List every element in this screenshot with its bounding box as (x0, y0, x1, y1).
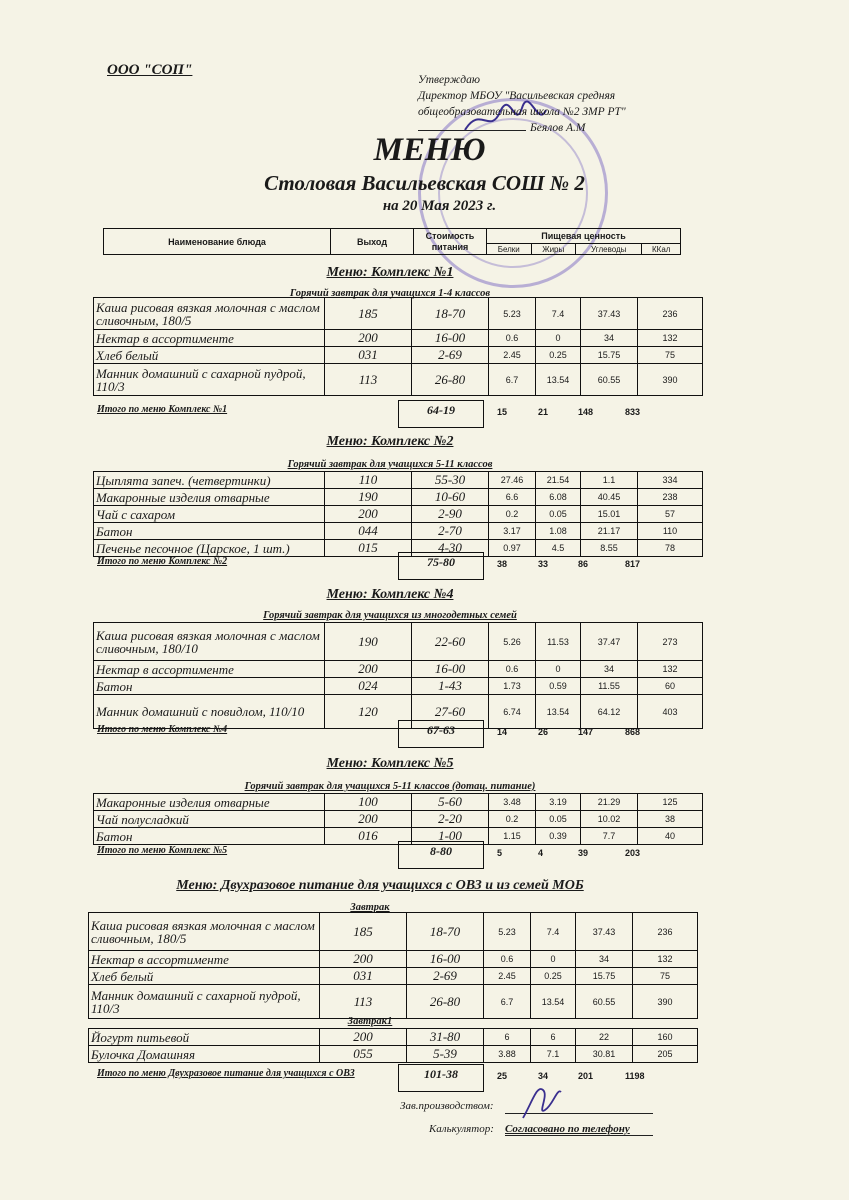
total-zh: 4 (538, 848, 544, 858)
cell-out: 190 (325, 623, 412, 661)
cell-u: 15.75 (581, 347, 638, 364)
footer-calculator: Калькулятор: (429, 1123, 494, 1135)
cell-price: 18-70 (407, 913, 484, 951)
section-subtitle: Горячий завтрак для учащихся из многодетных семей (263, 610, 517, 621)
total-price: 75-80 (398, 552, 484, 580)
cell-price: 10-60 (412, 489, 489, 506)
menu-table (93, 622, 703, 729)
organization-name: ООО "СОП" (107, 62, 193, 78)
footer-production: Зав.производством: (400, 1100, 494, 1112)
cell-price: 5-60 (412, 794, 489, 811)
cell-k: 236 (633, 913, 698, 951)
cell-u: 15.01 (581, 506, 638, 523)
cell-u: 64.12 (581, 695, 638, 729)
menu-table (93, 471, 703, 557)
cell-u: 1.1 (581, 472, 638, 489)
cell-k: 60 (638, 678, 703, 695)
cell-price: 22-60 (412, 623, 489, 661)
cell-out: 055 (320, 1046, 407, 1063)
cell-k: 390 (638, 364, 703, 396)
menu-table (93, 297, 703, 396)
cell-k: 273 (638, 623, 703, 661)
header-cost: Стоимость питания (414, 229, 487, 255)
approval-line-3: общеобразовательная школа №2 ЗМР РТ" (418, 106, 626, 118)
cell-u: 40.45 (581, 489, 638, 506)
cell-k: 160 (633, 1029, 698, 1046)
cell-u: 11.55 (581, 678, 638, 695)
cell-zh: 1.08 (536, 523, 581, 540)
cell-price: 5-39 (407, 1046, 484, 1063)
total-b: 38 (497, 559, 508, 569)
cell-b: 2.45 (484, 968, 531, 985)
cell-zh: 0.25 (531, 968, 576, 985)
total-zh: 34 (538, 1071, 549, 1081)
cell-price: 1-43 (412, 678, 489, 695)
cell-zh: 0 (531, 951, 576, 968)
cell-name: Каша рисовая вязкая молочная с маслом сливочным, 180/10 (94, 623, 325, 661)
total-price: 101-38 (398, 1064, 484, 1092)
table-row (89, 1029, 698, 1046)
cell-u: 37.47 (581, 623, 638, 661)
cell-u: 37.43 (581, 298, 638, 330)
cell-name: Макаронные изделия отварные (94, 794, 325, 811)
total-label: Итого по меню Комплекс №1 (97, 404, 228, 415)
cell-k: 110 (638, 523, 703, 540)
cell-name: Булочка Домашняя (89, 1046, 320, 1063)
table-row (94, 298, 703, 330)
cell-out: 200 (320, 1029, 407, 1046)
cell-b: 1.15 (489, 828, 536, 845)
signature-line (418, 120, 526, 131)
table-row (94, 330, 703, 347)
cell-k: 38 (638, 811, 703, 828)
cell-zh: 0 (536, 661, 581, 678)
cell-k: 40 (638, 828, 703, 845)
total-b: 15 (497, 407, 508, 417)
cell-out: 031 (320, 968, 407, 985)
cell-b: 0.6 (484, 951, 531, 968)
cell-price: 16-00 (412, 330, 489, 347)
cell-name: Нектар в ассортименте (89, 951, 320, 968)
cell-price: 2-70 (412, 523, 489, 540)
total-label: Итого по меню Комплекс №5 (97, 845, 228, 856)
cell-b: 6.7 (489, 364, 536, 396)
cell-zh: 13.54 (536, 364, 581, 396)
cell-k: 334 (638, 472, 703, 489)
cell-k: 75 (638, 347, 703, 364)
cell-b: 3.48 (489, 794, 536, 811)
total-zh: 21 (538, 407, 549, 417)
table-row (94, 472, 703, 489)
total-label: Итого по меню Двухразовое питание для учащихся с ОВЗ (97, 1068, 355, 1079)
cell-k: 57 (638, 506, 703, 523)
cell-out: 015 (325, 540, 412, 557)
cell-name: Каша рисовая вязкая молочная с маслом сливочным, 180/5 (89, 913, 320, 951)
total-b: 14 (497, 727, 508, 737)
total-zh: 33 (538, 559, 549, 569)
approval-line-2: Директор МБОУ "Васильевская средняя (418, 90, 616, 102)
cell-out: 200 (320, 951, 407, 968)
total-k: 1198 (625, 1071, 645, 1081)
table-row (89, 985, 698, 1019)
cell-u: 22 (576, 1029, 633, 1046)
cell-out: 185 (325, 298, 412, 330)
cell-b: 0.6 (489, 330, 536, 347)
cell-u: 21.29 (581, 794, 638, 811)
cell-out: 044 (325, 523, 412, 540)
header-dish: Наименование блюда (104, 229, 331, 255)
cell-u: 21.17 (581, 523, 638, 540)
cell-price: 2-69 (407, 968, 484, 985)
cell-zh: 13.54 (531, 985, 576, 1019)
cell-zh: 4.5 (536, 540, 581, 557)
cell-zh: 0.39 (536, 828, 581, 845)
cell-b: 6.6 (489, 489, 536, 506)
total-u: 148 (578, 407, 594, 417)
cell-zh: 6 (531, 1029, 576, 1046)
cell-k: 75 (633, 968, 698, 985)
cell-name: Чай полусладкий (94, 811, 325, 828)
section-title: Меню: Комплекс №2 (326, 434, 454, 449)
header-nutrition: Пищевая ценность (487, 229, 681, 244)
total-zh: 26 (538, 727, 549, 737)
menu-date: на 20 Мая 2023 г. (382, 198, 497, 214)
total-u: 86 (578, 559, 589, 569)
cell-b: 0.6 (489, 661, 536, 678)
page-title: МЕНЮ (373, 132, 486, 168)
page-subtitle: Столовая Васильевская СОШ № 2 (264, 171, 585, 195)
cell-out: 200 (325, 661, 412, 678)
cell-b: 0.2 (489, 506, 536, 523)
cell-k: 78 (638, 540, 703, 557)
calculator-value: Согласовано по телефону (505, 1123, 653, 1136)
cell-name: Манник домашний с сахарной пудрой, 110/3 (94, 364, 325, 396)
cell-name: Манник домашний с повидлом, 110/10 (94, 695, 325, 729)
header-output: Выход (331, 229, 414, 255)
cell-price: 27-60 (412, 695, 489, 729)
cell-zh: 0 (536, 330, 581, 347)
cell-k: 132 (633, 951, 698, 968)
total-u: 39 (578, 848, 589, 858)
cell-zh: 0.05 (536, 506, 581, 523)
cell-price: 2-90 (412, 506, 489, 523)
table-row (89, 951, 698, 968)
menu-table (88, 912, 698, 1019)
cell-price: 26-80 (412, 364, 489, 396)
cell-name: Батон (94, 828, 325, 845)
cell-k: 403 (638, 695, 703, 729)
menu-table (93, 793, 703, 845)
header-kcal: ККал (642, 244, 681, 255)
total-price: 67-63 (398, 720, 484, 748)
cell-zh: 11.53 (536, 623, 581, 661)
cell-price: 2-69 (412, 347, 489, 364)
menu-table (88, 1028, 698, 1063)
cell-out: 200 (325, 811, 412, 828)
director-name: Беялов А.М (530, 122, 586, 134)
cell-zh: 3.19 (536, 794, 581, 811)
cell-b: 6.74 (489, 695, 536, 729)
cell-zh: 7.1 (531, 1046, 576, 1063)
cell-out: 016 (325, 828, 412, 845)
cell-zh: 6.08 (536, 489, 581, 506)
total-k: 833 (625, 407, 641, 417)
table-row (94, 506, 703, 523)
section-title: Меню: Двухразовое питание для учащихся с ОВЗ и из семей МОБ (176, 878, 584, 893)
total-u: 201 (578, 1071, 594, 1081)
table-row (89, 1046, 698, 1063)
cell-b: 6.7 (484, 985, 531, 1019)
cell-u: 34 (581, 330, 638, 347)
cell-out: 120 (325, 695, 412, 729)
cell-u: 60.55 (581, 364, 638, 396)
cell-u: 10.02 (581, 811, 638, 828)
cell-name: Хлеб белый (89, 968, 320, 985)
cell-name: Чай с сахаром (94, 506, 325, 523)
section-title: Меню: Комплекс №1 (326, 265, 454, 280)
cell-zh: 21.54 (536, 472, 581, 489)
cell-price: 16-00 (407, 951, 484, 968)
header-carbs: Углеводы (575, 244, 641, 255)
section-subtitle: Горячий завтрак для учащихся 5-11 классов (дотац. питание) (244, 781, 536, 792)
table-row (89, 913, 698, 951)
cell-b: 2.45 (489, 347, 536, 364)
cell-b: 0.97 (489, 540, 536, 557)
cell-u: 15.75 (576, 968, 633, 985)
total-label: Итого по меню Комплекс №4 (97, 724, 228, 735)
cell-k: 238 (638, 489, 703, 506)
header-proteins: Белки (487, 244, 532, 255)
table-row (89, 968, 698, 985)
cell-b: 27.46 (489, 472, 536, 489)
cell-u: 34 (581, 661, 638, 678)
cell-out: 100 (325, 794, 412, 811)
cell-price: 18-70 (412, 298, 489, 330)
cell-k: 125 (638, 794, 703, 811)
table-row (94, 794, 703, 811)
cell-b: 5.26 (489, 623, 536, 661)
table-row (94, 811, 703, 828)
cell-name: Батон (94, 523, 325, 540)
total-label: Итого по меню Комплекс №2 (97, 556, 228, 567)
cell-out: 185 (320, 913, 407, 951)
cell-name: Цыплята запеч. (четвертинки) (94, 472, 325, 489)
cell-u: 60.55 (576, 985, 633, 1019)
cell-zh: 7.4 (536, 298, 581, 330)
cell-price: 26-80 (407, 985, 484, 1019)
approval-line-1: Утверждаю (418, 74, 480, 86)
section-title: Меню: Комплекс №4 (326, 587, 454, 602)
production-signature (515, 1080, 565, 1125)
total-b: 5 (497, 848, 503, 858)
cell-name: Батон (94, 678, 325, 695)
total-price: 8-80 (398, 841, 484, 869)
cell-price: 31-80 (407, 1029, 484, 1046)
table-row (94, 364, 703, 396)
table-row (94, 489, 703, 506)
total-b: 25 (497, 1071, 508, 1081)
cell-zh: 13.54 (536, 695, 581, 729)
cell-k: 236 (638, 298, 703, 330)
cell-price: 55-30 (412, 472, 489, 489)
cell-zh: 0.05 (536, 811, 581, 828)
cell-out: 113 (325, 364, 412, 396)
cell-name: Хлеб белый (94, 347, 325, 364)
cell-k: 132 (638, 661, 703, 678)
section-subtitle: Горячий завтрак для учащихся 1-4 классов (289, 288, 491, 299)
cell-price: 4-30 (412, 540, 489, 557)
cell-b: 1.73 (489, 678, 536, 695)
cell-name: Нектар в ассортименте (94, 661, 325, 678)
cell-k: 205 (633, 1046, 698, 1063)
cell-b: 5.23 (484, 913, 531, 951)
section-title: Меню: Комплекс №5 (326, 756, 454, 771)
total-u: 147 (578, 727, 594, 737)
cell-b: 5.23 (489, 298, 536, 330)
cell-u: 7.7 (581, 828, 638, 845)
header-fats: Жиры (531, 244, 575, 255)
table-row (94, 523, 703, 540)
section-subtitle: Завтрак1 (347, 1016, 393, 1027)
cell-name: Нектар в ассортименте (94, 330, 325, 347)
table-row (94, 661, 703, 678)
approval-block (418, 72, 626, 136)
cell-name: Йогурт питьевой (89, 1029, 320, 1046)
total-k: 817 (625, 559, 641, 569)
table-header (103, 228, 681, 255)
table-row (94, 678, 703, 695)
cell-out: 113 (320, 985, 407, 1019)
cell-b: 3.17 (489, 523, 536, 540)
cell-out: 190 (325, 489, 412, 506)
cell-name: Макаронные изделия отварные (94, 489, 325, 506)
cell-out: 031 (325, 347, 412, 364)
total-k: 868 (625, 727, 641, 737)
cell-name: Каша рисовая вязкая молочная с маслом сливочным, 180/5 (94, 298, 325, 330)
cell-out: 200 (325, 330, 412, 347)
cell-zh: 0.59 (536, 678, 581, 695)
cell-name: Печенье песочное (Царское, 1 шт.) (94, 540, 325, 557)
cell-u: 30.81 (576, 1046, 633, 1063)
cell-price: 16-00 (412, 661, 489, 678)
cell-out: 200 (325, 506, 412, 523)
total-price: 64-19 (398, 400, 484, 428)
cell-zh: 0.25 (536, 347, 581, 364)
cell-price: 1-00 (412, 828, 489, 845)
cell-name: Манник домашний с сахарной пудрой, 110/3 (89, 985, 320, 1019)
cell-k: 132 (638, 330, 703, 347)
cell-b: 6 (484, 1029, 531, 1046)
cell-zh: 7.4 (531, 913, 576, 951)
table-row (94, 347, 703, 364)
section-subtitle: Горячий завтрак для учащихся 5-11 классов (287, 459, 493, 470)
cell-u: 8.55 (581, 540, 638, 557)
cell-b: 3.88 (484, 1046, 531, 1063)
cell-u: 37.43 (576, 913, 633, 951)
total-k: 203 (625, 848, 641, 858)
cell-u: 34 (576, 951, 633, 968)
cell-out: 110 (325, 472, 412, 489)
section-subtitle: Завтрак (350, 902, 390, 913)
cell-out: 024 (325, 678, 412, 695)
cell-price: 2-20 (412, 811, 489, 828)
cell-b: 0.2 (489, 811, 536, 828)
table-row (94, 623, 703, 661)
cell-k: 390 (633, 985, 698, 1019)
